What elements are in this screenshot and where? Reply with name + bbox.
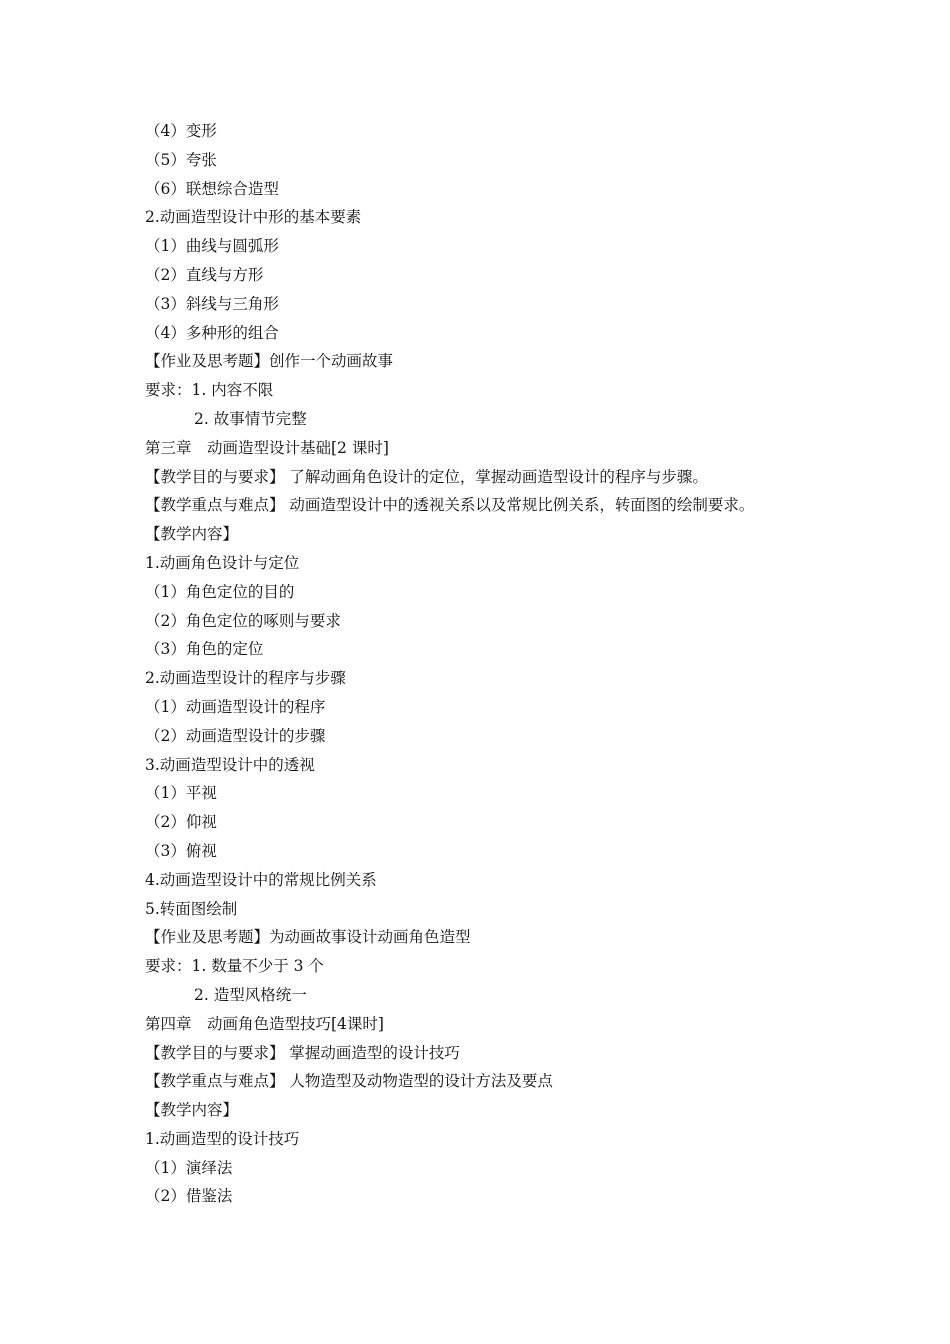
section-heading: 1.动画角色设计与定位 — [145, 553, 300, 572]
section-heading: 4.动画造型设计中的常规比例关系 — [145, 870, 377, 889]
teaching-objective: 【教学目的与要求】 掌握动画造型的设计技巧 — [145, 1043, 460, 1062]
document-body — [145, 117, 825, 1211]
assignment-heading: 【作业及思考题】创作一个动画故事 — [145, 352, 394, 371]
section-heading: 3.动画造型设计中的透视 — [145, 755, 315, 774]
list-item: （1）演绎法 — [145, 1158, 233, 1177]
teaching-keypoints: 【教学重点与难点】 动画造型设计中的透视关系以及常规比例关系，转面图的绘制要求。 — [145, 496, 755, 515]
list-item: （2）仰视 — [145, 813, 217, 832]
list-item: （2）直线与方形 — [145, 265, 264, 284]
list-item: （2）借鉴法 — [145, 1187, 233, 1206]
section-heading: 2.动画造型设计的程序与步骤 — [145, 669, 346, 688]
chapter-title: 第四章 动画角色造型技巧[4课时] — [145, 1014, 384, 1033]
requirement-line: 要求：1. 内容不限 — [145, 381, 274, 400]
list-item: （1）动画造型设计的程序 — [145, 697, 326, 716]
list-item: （5）夸张 — [145, 150, 217, 169]
list-item: （4）变形 — [145, 122, 217, 140]
requirement-line: 2. 造型风格统一 — [194, 985, 307, 1004]
list-item: （2）动画造型设计的步骤 — [145, 726, 326, 745]
requirement-line: 2. 故事情节完整 — [194, 409, 307, 428]
teaching-content-heading: 【教学内容】 — [145, 1101, 239, 1120]
section-heading: 2.动画造型设计中形的基本要素 — [145, 208, 362, 227]
list-item: （3）角色的定位 — [145, 640, 264, 659]
requirement-line: 要求：1. 数量不少于 3 个 — [145, 957, 324, 976]
section-heading: 5.转面图绘制 — [145, 899, 238, 918]
chapter-title: 第三章 动画造型设计基础[2 课时] — [145, 438, 389, 457]
list-item: （1）角色定位的目的 — [145, 582, 295, 601]
list-item: （1）曲线与圆弧形 — [145, 237, 279, 256]
list-item: （4）多种形的组合 — [145, 323, 279, 342]
teaching-objective: 【教学目的与要求】 了解动画角色设计的定位，掌握动画造型设计的程序与步骤。 — [145, 467, 708, 486]
list-item: （3）俯视 — [145, 841, 217, 860]
list-item: （2）角色定位的啄则与要求 — [145, 611, 341, 630]
section-heading: 1.动画造型的设计技巧 — [145, 1129, 300, 1148]
assignment-heading: 【作业及思考题】为动画故事设计动画角色造型 — [145, 928, 471, 947]
teaching-content-heading: 【教学内容】 — [145, 525, 239, 544]
list-item: （6）联想综合造型 — [145, 179, 279, 198]
teaching-keypoints: 【教学重点与难点】 人物造型及动物造型的设计方法及要点 — [145, 1072, 553, 1091]
list-item: （3）斜线与三角形 — [145, 294, 279, 313]
list-item: （1）平视 — [145, 784, 217, 803]
